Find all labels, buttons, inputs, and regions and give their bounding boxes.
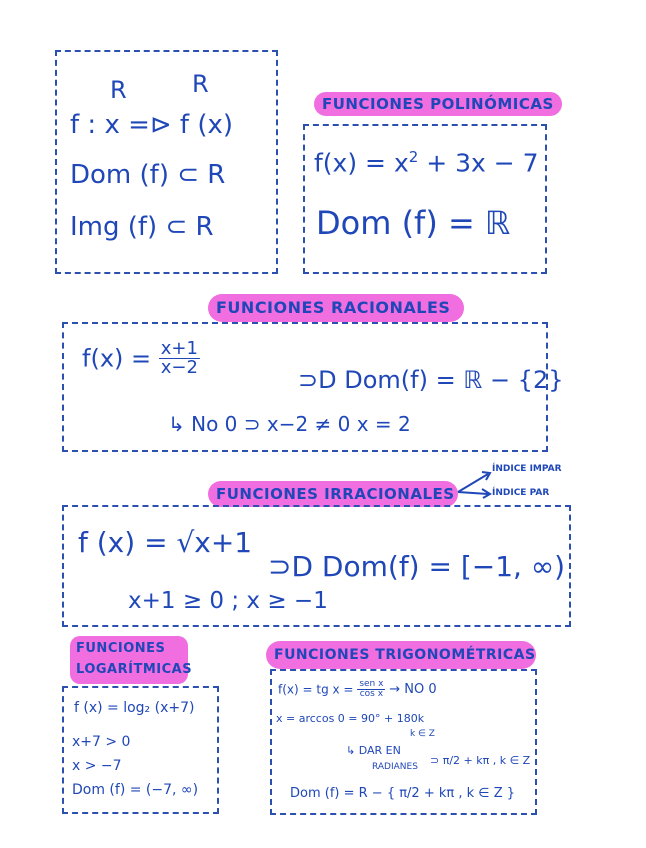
- trig-no-zero: → NO 0: [389, 682, 437, 697]
- function-mapping: f : x =⊳ f (x): [70, 110, 234, 140]
- logaritmicas-condition-2: x > −7: [72, 758, 122, 774]
- trig-k-integer: k ∈ Z: [410, 729, 435, 739]
- codomain-set-label: R: [192, 70, 209, 98]
- trig-denominator: cos x: [359, 689, 384, 699]
- logaritmicas-domain: Dom (f) = (−7, ∞): [72, 782, 199, 798]
- trig-pi-solution: ⊃ π/2 + kπ , k ∈ Z: [430, 754, 531, 767]
- irracionales-condition: x+1 ≥ 0 ; x ≥ −1: [128, 588, 328, 614]
- irracionales-function: f (x) = √x+1: [78, 526, 253, 559]
- racionales-denominator: x−2: [160, 357, 198, 378]
- polinomicas-title: FUNCIONES POLINÓMICAS: [314, 92, 562, 116]
- image-subset: Img (f) ⊂ R: [70, 212, 214, 242]
- logaritmicas-function: f (x) = log₂ (x+7): [74, 700, 195, 716]
- racionales-fraction: [159, 340, 200, 377]
- domain-subset: Dom (f) ⊂ R: [70, 160, 226, 190]
- trig-fx: f(x) = tg x =: [278, 682, 354, 697]
- trig-arccos: x = arccos 0 = 90° + 180k: [276, 712, 425, 725]
- trig-fraction: [357, 680, 385, 699]
- trig-function: [278, 680, 437, 699]
- racionales-numerator: x+1: [160, 338, 198, 359]
- logaritmicas-condition-1: x+7 > 0: [72, 734, 131, 750]
- trig-domain: Dom (f) = R − { π/2 + kπ , k ∈ Z }: [290, 786, 516, 801]
- index-arrows: [456, 470, 496, 500]
- irracionales-domain: ⊃D Dom(f) = [−1, ∞): [268, 550, 566, 583]
- logaritmicas-title: [70, 636, 193, 684]
- trig-dar-en: ↳ DAR EN: [346, 744, 401, 757]
- indice-impar-label: ÍNDICE IMPAR: [492, 464, 562, 474]
- domain-set-label: R: [110, 76, 127, 104]
- polinomicas-box: [303, 124, 547, 274]
- polinomicas-function: [314, 148, 539, 177]
- polinomicas-domain: Dom (f) = ℝ: [316, 204, 511, 242]
- racionales-fx: f(x) =: [82, 344, 152, 373]
- polinomicas-rest: + 3x − 7: [426, 148, 539, 178]
- racionales-condition: ↳ No 0 ⊃ x−2 ≠ 0 x = 2: [168, 412, 411, 436]
- trig-radianes: RADIANES: [372, 762, 418, 772]
- polinomicas-exponent: 2: [408, 148, 419, 166]
- logaritmicas-title-line2: LOGARÍTMICAS: [76, 662, 193, 677]
- trig-numerator: sen x: [359, 679, 384, 689]
- racionales-domain: ⊃D Dom(f) = ℝ − {2}: [298, 366, 564, 394]
- irracionales-title: FUNCIONES IRRACIONALES: [208, 481, 458, 507]
- logaritmicas-title-line1: FUNCIONES: [76, 641, 166, 656]
- trigonometricas-title: FUNCIONES TRIGONOMÉTRICAS: [266, 641, 536, 669]
- racionales-function: [82, 340, 200, 377]
- polinomicas-base: f(x) = x: [314, 148, 409, 178]
- indice-par-label: ÍNDICE PAR: [492, 488, 550, 498]
- racionales-title: FUNCIONES RACIONALES: [208, 294, 464, 322]
